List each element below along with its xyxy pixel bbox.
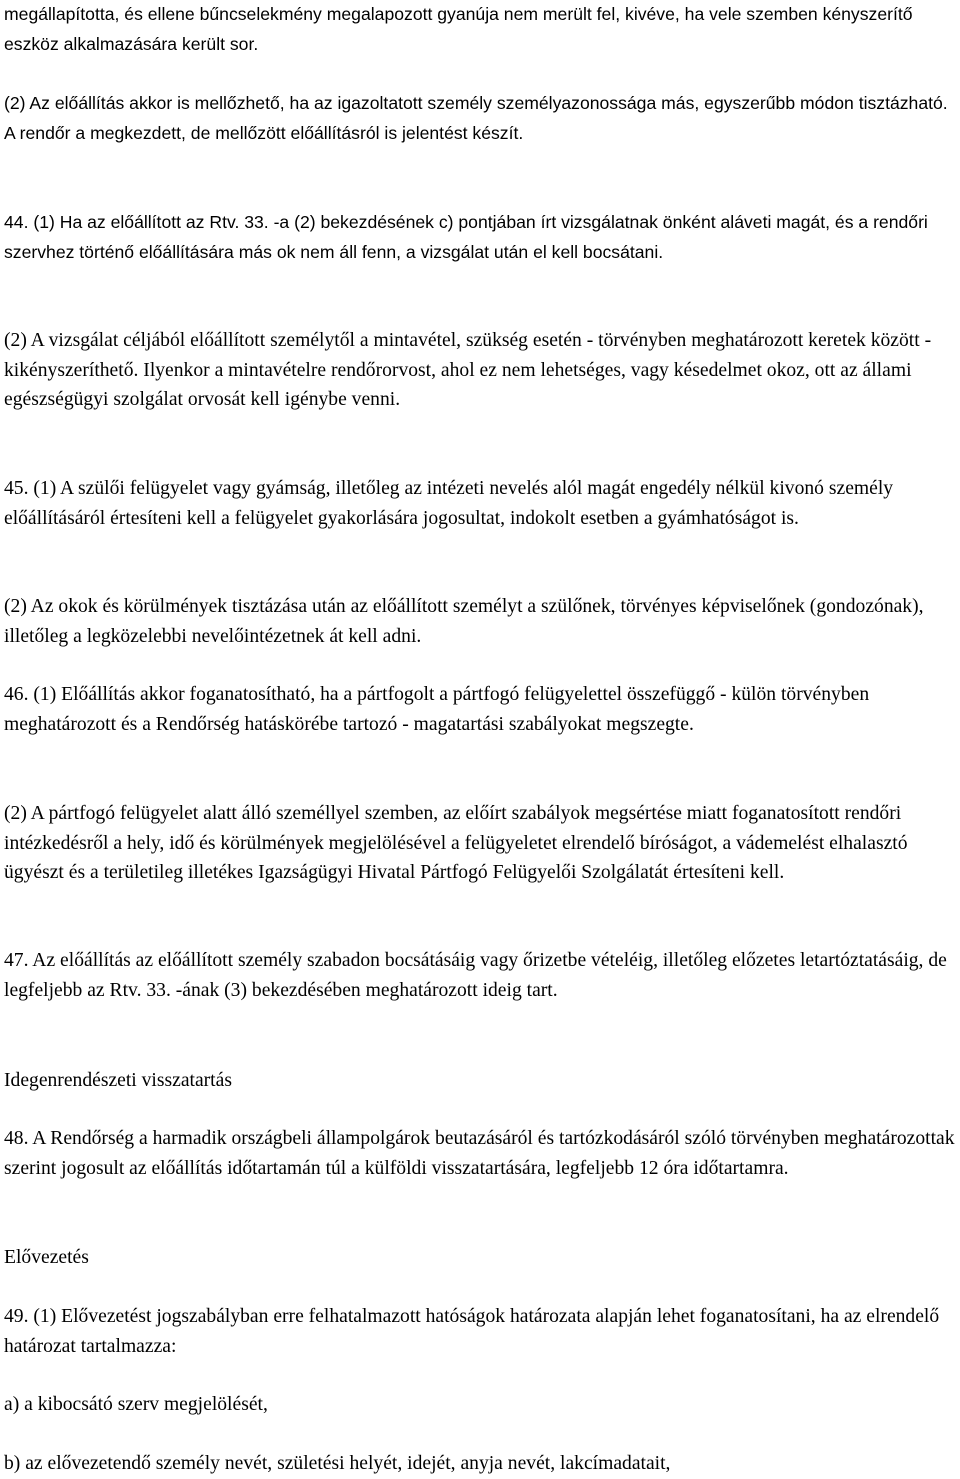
paragraph-44-2: (2) A vizsgálat céljából előállított személytől a mintavétel, szükség esetén - törvényben meghatározott keretek között - kikényszeríthető. Ilyenkor a mintavételre rendőrorvost, ahol ez nem lehetséges, vagy késedelmet okoz, ott az állami egészségügyi szolgálat orvosát kell igénybe venni.: [4, 330, 932, 410]
paragraph-44-1: 44. (1) Ha az előállított az Rtv. 33. -a (2) bekezdésének c) pontjában írt vizsgálatnak önként aláveti magát, és a rendőri szervhez történő előállítására más ok nem áll fenn, a vizsgálat után el kell bocsátani.: [4, 212, 928, 262]
paragraph-46-2: (2) A pártfogó felügyelet alatt álló személlyel szemben, az előírt szabályok megsértése miatt foganatosított rendőri intézkedésről a hely, idő és körülmények megjelölésével a felügyeletet elrendelő bíróságot, a vádemelést elhalasztó ügyészt és a területileg illetékes Igazságügyi Hivatal Pártfogó Felügyelői Szolgálatát értesíteni kell.: [4, 803, 908, 883]
paragraph-45-2: (2) Az okok és körülmények tisztázása után az előállított személyt a szülőnek, törvényes képviselőnek (gondozónak), illetőleg a legközelebbi nevelőintézetnek át kell adni.: [4, 596, 924, 647]
paragraph-intro-continuation: megállapította, és ellene bűncselekmény megalapozott gyanúja nem merült fel, kivéve, ha vele szemben kényszerítő eszköz alkalmazására került sor.: [4, 4, 913, 54]
paragraph-48: 48. A Rendőrség a harmadik országbeli állampolgárok beutazásáról és tartózkodásáról szóló törvényben meghatározottak szerint jogosult az előállítás időtartamán túl a külföldi visszatartására, legfeljebb 12 óra időtartamra.: [4, 1128, 955, 1179]
paragraph-47: 47. Az előállítás az előállított személy szabadon bocsátásáig vagy őrizetbe vételéig, illetőleg előzetes letartóztatásáig, de legfeljebb az Rtv. 33. -ának (3) bekezdésében meghatározott ideig tart.: [4, 950, 947, 1001]
list-item-a: a) a kibocsátó szerv megjelölését,: [4, 1394, 268, 1415]
paragraph-45-1: 45. (1) A szülői felügyelet vagy gyámság, illetőleg az intézeti nevelés alól magát engedély nélkül kivonó személy előállításáról értesíteni kell a felügyelet gyakorlására jogosultat, indokolt esetben a gyámhatóságot is.: [4, 478, 894, 529]
paragraph-43-2: (2) Az előállítás akkor is mellőzhető, ha az igazoltatott személy személyazonossága más, egyszerűbb módon tisztázható. A rendőr a megkezdett, de mellőzött előállításról is jelentést készít.: [4, 93, 948, 143]
section-heading-idegenrendeszeti: Idegenrendészeti visszatartás: [4, 1070, 232, 1091]
section-heading-elovezetes: Elővezetés: [4, 1247, 89, 1268]
paragraph-49-1: 49. (1) Elővezetést jogszabályban erre felhatalmazott hatóságok határozata alapján lehet foganatosítani, ha az elrendelő határozat tartalmazza:: [4, 1306, 940, 1357]
list-item-b: b) az elővezetendő személy nevét, születési helyét, idejét, anyja nevét, lakcímadatait,: [4, 1453, 671, 1474]
paragraph-46-1: 46. (1) Előállítás akkor foganatosítható, ha a pártfogolt a pártfogó felügyelettel összefüggő - külön törvényben meghatározott és a Rendőrség hatáskörébe tartozó - magatartási szabályokat megszegte.: [4, 684, 870, 735]
